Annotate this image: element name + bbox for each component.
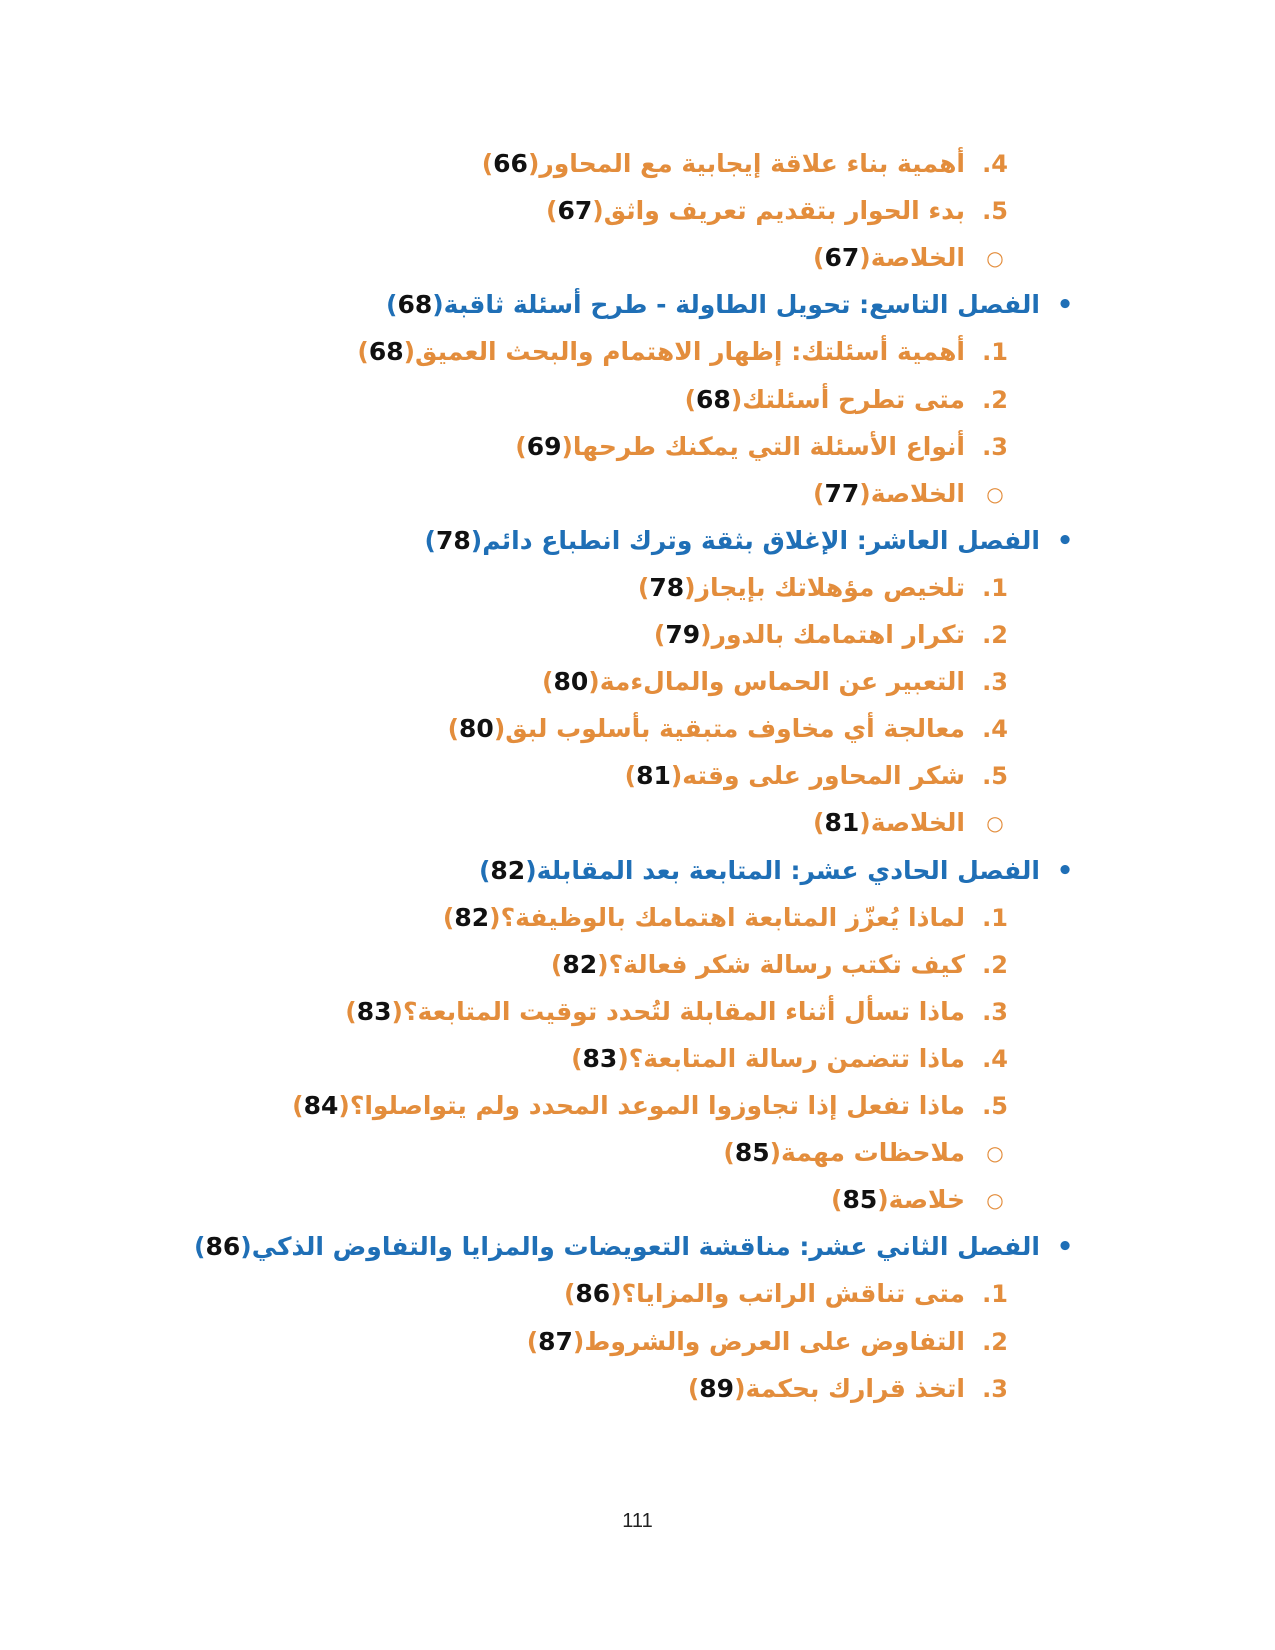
entry-page-number: 82 (454, 903, 490, 932)
entry-title: الفصل التاسع: تحويل الطاولة - طرح أسئلة ثاقبة (443, 290, 1040, 319)
open-paren: ( (470, 526, 483, 555)
open-paren: ( (525, 856, 537, 885)
open-paren: ( (592, 196, 604, 225)
toc-section-entry (831, 1180, 1004, 1220)
entry-title: التفاوض على العرض والشروط (584, 1327, 965, 1356)
close-paren: ) (571, 1044, 583, 1073)
open-paren: ( (489, 903, 501, 932)
bullet-marker: • (1056, 526, 1074, 556)
entry-title: اتخذ قرارك بحكمة (745, 1374, 965, 1403)
entry-page-number: 83 (582, 1044, 618, 1073)
close-paren: ) (194, 1232, 206, 1261)
entry-page-number: 82 (562, 950, 598, 979)
open-paren: ( (617, 1044, 629, 1073)
close-paren: ) (386, 290, 398, 319)
open-paren: ( (877, 1185, 889, 1214)
entry-page-number: 79 (665, 620, 701, 649)
list-number: .2 (982, 621, 1008, 649)
entry-title: تلخيص مؤهلاتك بإيجاز (695, 573, 965, 602)
close-paren: ) (345, 997, 357, 1026)
open-paren: ( (561, 432, 573, 461)
circle-marker: ○ (986, 482, 1004, 506)
entry-title: متى تناقش الراتب والمزايا؟ (621, 1279, 965, 1308)
entry-page-number: 85 (734, 1138, 770, 1167)
entry-page-number: 89 (699, 1374, 735, 1403)
close-paren: ) (687, 1374, 700, 1403)
entry-page-number: 81 (636, 761, 671, 790)
list-number: .5 (982, 762, 1008, 790)
entry-title: الخلاصة (870, 479, 965, 508)
close-paren: ) (515, 432, 527, 461)
bullet-marker: • (1056, 856, 1074, 886)
close-paren: ) (357, 337, 369, 366)
open-paren: ( (730, 385, 743, 414)
list-number: .1 (982, 1280, 1008, 1308)
bullet-marker: • (1056, 290, 1074, 320)
toc-chapter-entry (424, 521, 1074, 561)
list-number: .2 (982, 951, 1008, 979)
toc-section-entry (546, 191, 1008, 231)
entry-title: أهمية بناء علاقة إيجابية مع المحاور (539, 149, 965, 178)
list-number: .3 (982, 433, 1008, 461)
list-number: .2 (982, 386, 1008, 414)
entry-page-number: 67 (557, 196, 593, 225)
close-paren: ) (447, 714, 460, 743)
entry-title: التعبير عن الحماس والمالءمة (599, 667, 965, 696)
close-paren: ) (550, 950, 563, 979)
entry-page-number: 69 (526, 432, 562, 461)
entry-title: ماذا تفعل إذا تجاوزوا الموعد المحدد ولم يتواصلوا؟ (349, 1091, 965, 1120)
toc-chapter-entry (194, 1227, 1074, 1267)
entry-page-number: 77 (824, 479, 860, 508)
open-paren: ( (859, 243, 871, 272)
circle-marker: ○ (986, 811, 1004, 835)
close-paren: ) (292, 1091, 304, 1120)
circle-marker: ○ (986, 1188, 1004, 1212)
entry-title: الفصل العاشر: الإغلاق بثقة وترك انطباع دائم (482, 526, 1040, 555)
entry-page-number: 80 (553, 667, 589, 696)
entry-title: كيف تكتب رسالة شكر فعالة؟ (608, 950, 965, 979)
list-number: .4 (982, 715, 1008, 743)
entry-page-number: 86 (205, 1232, 241, 1261)
toc-section-entry (447, 709, 1008, 749)
close-paren: ) (813, 808, 825, 837)
entry-title: ماذا تتضمن رسالة المتابعة؟ (628, 1044, 965, 1073)
toc-section-entry (637, 568, 1008, 608)
bullet-marker: • (1056, 1232, 1074, 1262)
toc-section-entry (526, 1322, 1008, 1362)
toc-section-entry (653, 615, 1008, 655)
open-paren: ( (527, 149, 540, 178)
open-paren: ( (338, 1091, 350, 1120)
entry-page-number: 68 (696, 385, 731, 414)
toc-chapter-entry (478, 851, 1074, 891)
entry-page-number: 80 (459, 714, 494, 743)
close-paren: ) (526, 1327, 539, 1356)
toc-section-entry (624, 756, 1008, 796)
toc-section-entry (813, 803, 1004, 843)
close-paren: ) (813, 479, 825, 508)
open-paren: ( (670, 761, 683, 790)
toc-section-entry (292, 1086, 1008, 1126)
open-paren: ( (610, 1279, 622, 1308)
toc-section-entry (687, 1369, 1008, 1409)
list-number: .3 (982, 998, 1008, 1026)
entry-page-number: 66 (493, 149, 528, 178)
entry-title: أهمية أسئلتك: إظهار الاهتمام والبحث العميق (415, 337, 965, 366)
close-paren: ) (637, 573, 650, 602)
entry-title: الفصل الثاني عشر: مناقشة التعويضات والمزايا والتفاوض الذكي (251, 1232, 1040, 1261)
toc-section-entry (723, 1133, 1004, 1173)
open-paren: ( (769, 1138, 782, 1167)
entry-page-number: 67 (824, 243, 860, 272)
open-paren: ( (403, 337, 416, 366)
close-paren: ) (442, 903, 455, 932)
open-paren: ( (588, 667, 600, 696)
list-number: .5 (982, 197, 1008, 225)
toc-section-entry (515, 427, 1008, 467)
entry-title: الخلاصة (870, 243, 965, 272)
entry-page-number: 81 (824, 808, 860, 837)
close-paren: ) (563, 1279, 576, 1308)
list-number: .2 (982, 1328, 1008, 1356)
toc-section-entry (442, 898, 1008, 938)
open-paren: ( (240, 1232, 252, 1261)
close-paren: ) (424, 526, 436, 555)
close-paren: ) (684, 385, 697, 414)
list-number: .1 (982, 338, 1008, 366)
toc-section-entry (813, 238, 1004, 278)
entry-title: معالجة أي مخاوف متبقية بأسلوب لبق (505, 714, 965, 743)
close-paren: ) (478, 856, 491, 885)
entry-title: خلاصة (888, 1185, 965, 1214)
entry-page-number: 87 (538, 1327, 573, 1356)
entry-title: متى تطرح أسئلتك (742, 385, 965, 414)
list-number: .1 (982, 574, 1008, 602)
circle-marker: ○ (986, 246, 1004, 270)
close-paren: ) (542, 667, 554, 696)
list-number: .5 (982, 1092, 1008, 1120)
entry-page-number: 78 (649, 573, 685, 602)
toc-chapter-entry (386, 285, 1074, 325)
toc-section-entry (357, 332, 1008, 372)
entry-title: ملاحظات مهمة (781, 1138, 965, 1167)
entry-page-number: 84 (303, 1091, 339, 1120)
close-paren: ) (723, 1138, 735, 1167)
open-paren: ( (734, 1374, 746, 1403)
open-paren: ( (859, 808, 871, 837)
circle-marker: ○ (986, 1141, 1004, 1165)
toc-section-entry (550, 945, 1008, 985)
entry-title: شكر المحاور على وقته (682, 761, 965, 790)
open-paren: ( (597, 950, 609, 979)
close-paren: ) (624, 761, 637, 790)
close-paren: ) (813, 243, 825, 272)
open-paren: ( (684, 573, 696, 602)
close-paren: ) (546, 196, 558, 225)
entry-title: الفصل الحادي عشر: المتابعة بعد المقابلة (536, 856, 1040, 885)
toc-section-entry (481, 144, 1008, 184)
entry-page-number: 82 (490, 856, 526, 885)
list-number: .4 (982, 150, 1008, 178)
page-number: 111 (622, 1510, 653, 1532)
toc-section-entry (345, 992, 1008, 1032)
open-paren: ( (572, 1327, 585, 1356)
close-paren: ) (653, 620, 666, 649)
entry-page-number: 83 (356, 997, 392, 1026)
open-paren: ( (432, 290, 444, 319)
close-paren: ) (481, 149, 494, 178)
open-paren: ( (700, 620, 712, 649)
entry-title: بدء الحوار بتقديم تعريف واثق (603, 196, 965, 225)
list-number: .4 (982, 1045, 1008, 1073)
entry-title: ماذا تسأل أثناء المقابلة لتُحدد توقيت المتابعة؟ (402, 997, 965, 1026)
open-paren: ( (493, 714, 506, 743)
entry-title: تكرار اهتمامك بالدور (711, 620, 965, 649)
close-paren: ) (831, 1185, 843, 1214)
list-number: .3 (982, 1375, 1008, 1403)
entry-title: لماذا يُعزّز المتابعة اهتمامك بالوظيفة؟ (500, 903, 965, 932)
list-number: .1 (982, 904, 1008, 932)
open-paren: ( (859, 479, 871, 508)
entry-page-number: 85 (842, 1185, 878, 1214)
toc-section-entry (571, 1039, 1008, 1079)
toc-section-entry (542, 662, 1008, 702)
entry-title: أنواع الأسئلة التي يمكنك طرحها (572, 432, 965, 461)
entry-page-number: 68 (368, 337, 404, 366)
toc-section-entry (684, 380, 1008, 420)
entry-title: الخلاصة (870, 808, 965, 837)
entry-page-number: 86 (575, 1279, 611, 1308)
list-number: .3 (982, 668, 1008, 696)
entry-page-number: 78 (435, 526, 471, 555)
toc-section-entry (563, 1274, 1008, 1314)
toc-section-entry (813, 474, 1004, 514)
open-paren: ( (391, 997, 403, 1026)
entry-page-number: 68 (397, 290, 433, 319)
